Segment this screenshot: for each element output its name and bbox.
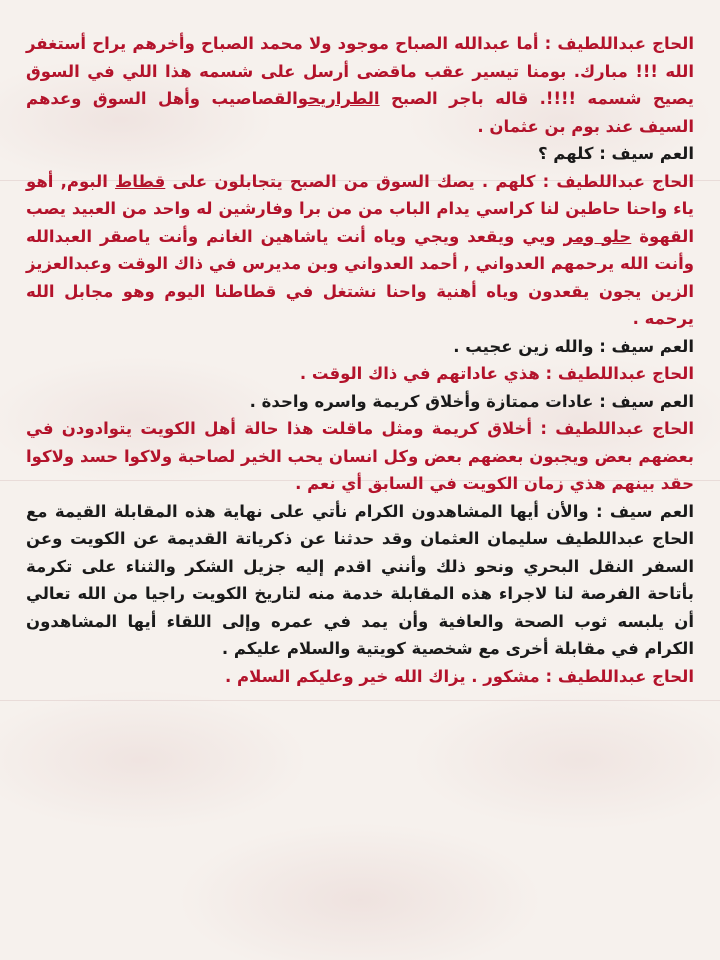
- dialogue-text: الحاج عبداللطيف : كلهم . يصك السوق من الصبح يتجابلون على: [165, 171, 694, 191]
- underlined-term: قطاط: [115, 171, 166, 191]
- dialogue-text: والقصاصيب وأهل السوق وعدهم السيف عند بوم بن عثمان .: [26, 89, 694, 136]
- dialogue-am-3: العم سيف : عادات ممتازة وأخلاق كريمة واسره واحدة .: [249, 391, 694, 411]
- dialogue-haji-3: الحاج عبداللطيف : هذي عاداتهم في ذاك الوقت .: [299, 364, 694, 383]
- dialogue-am-4: العم سيف : والأن أيها المشاهدون الكرام نأتي على نهاية هذه المقابلة القيمة مع الحاج عبداللطيف سليمان العثمان وقد حدثنا عن ذكرياتة القديمة عن الكويت وعن السفر النقل البحري ونحو ذلك وأنني اقدم إليه جزيل الشكر والثناء على تكرمة بأتاحة الفرصة لنا لاجراء هذه المقابلة خدمة منه لتاريخ الكويت راجيا من الله تعالي أن يلبسه ثوب الصحة والعافية وأن يمد في عمره وإلى اللقاء أيها المشاهدون الكرام في مقابلة أخرى مع شخصية كويتية والسلام عليكم .: [26, 501, 694, 658]
- dialogue-text: البوم, أهو ياء واحنا حاطين لنا كراسي يدام الباب من من برا وفارشين له واحد من العبيد يصب القهوة: [26, 171, 694, 246]
- dialogue-haji-5: الحاج عبداللطيف : مشكور . يزاك الله خير وعليكم السلام .: [225, 666, 694, 686]
- dialogue-am-1: العم سيف : كلهم ؟: [537, 144, 694, 163]
- dialogue-text: ويي ويقعد ويجي وياه أنت ياشاهين الغانم وأنت ياصقر العبدالله وأنت الله يرحمهم العدواني , أحمد العدواني وبن مديرس في ذاك الوقت وعبدالعزيز الزين يجون يقعدون وياه أهنية واحنا نشتغل في قطاطنا اليوم وهو مجابل الله يرحمه .: [26, 226, 694, 328]
- dialogue-text: الحاج عبداللطيف : أما عبدالله الصباح موجود ولا محمد الصباح وأخرهم يراح أستغفر الله !!! مبارك. بومنا تيسير عقب ماقضى أرسل على شسمه هذا اللي في السوق يصيح شسمه !!!!. قاله باجر الصبح: [26, 34, 694, 108]
- dialogue-haji-1: [26, 30, 694, 140]
- dialogue-haji-2: [26, 168, 694, 333]
- watermark-rule: [0, 700, 720, 701]
- dialogue-am-2: العم سيف : والله زين عجيب .: [453, 336, 694, 356]
- underlined-term: الطراريح: [308, 89, 380, 108]
- dialogue-haji-4: الحاج عبداللطيف : أخلاق كريمة ومثل ماقلت هذا حالة أهل الكويت يتوادودن في بعضهم بعض ويجبون بعضهم بعض وكل انسان يحب الخير لصاحبة ولاكوا حسد ولاكوا حقد بينهم هذي زمان الكويت في السابق أي نعم .: [26, 419, 694, 493]
- underlined-term: حلو ومر: [563, 226, 632, 246]
- transcript-body: [26, 30, 694, 690]
